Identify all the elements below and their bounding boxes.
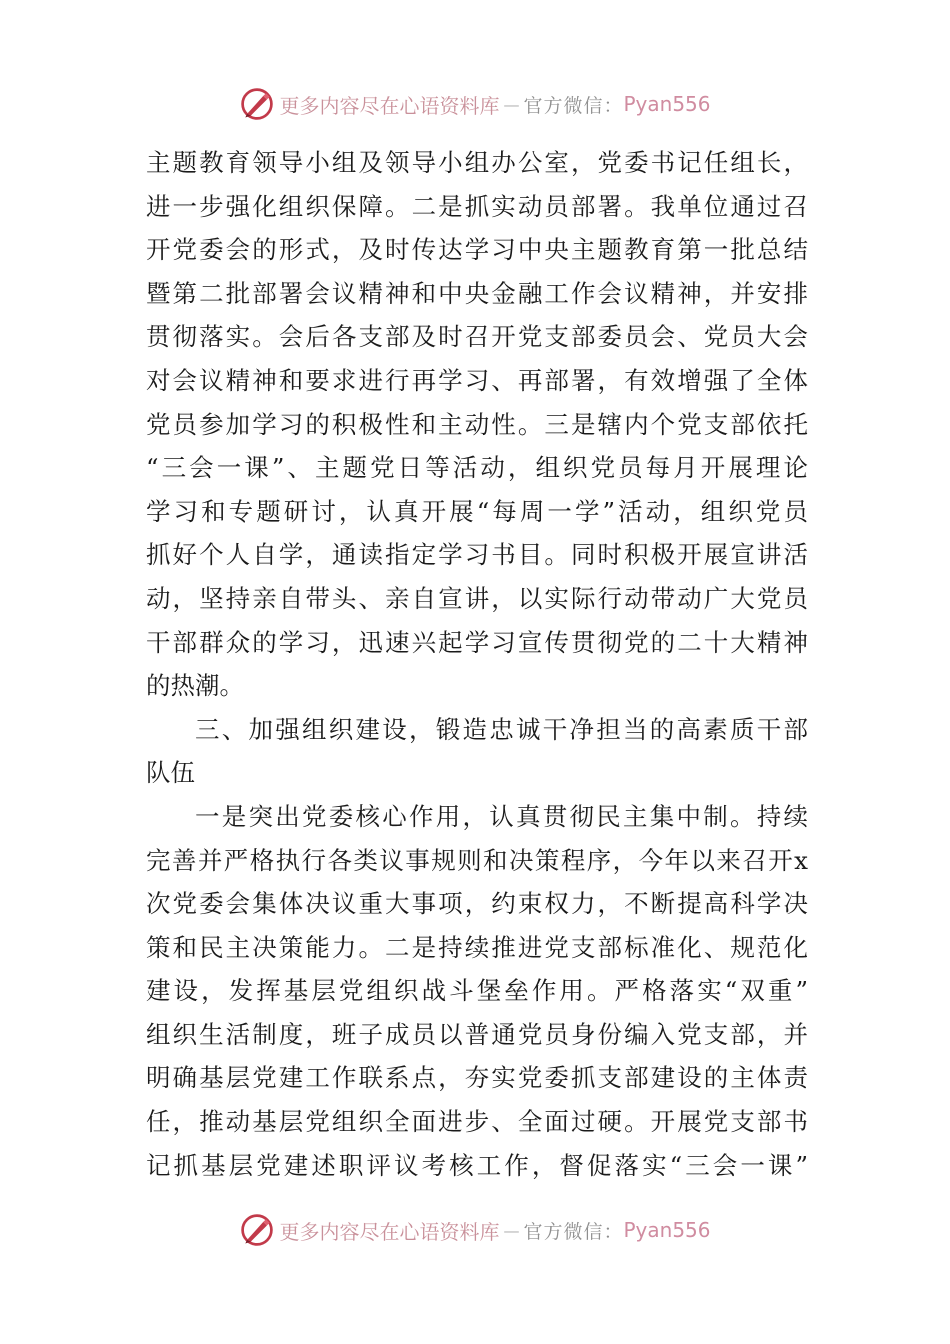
text-line: 党员参加学习的积极性和主动性。三是辖内个党支部依托	[146, 409, 808, 439]
section-heading: 三、加强组织建设，锻造忠诚干净担当的高素质干部	[195, 714, 808, 744]
text-line: 建设，发挥基层党组织战斗堡垒作用。严格落实“双重”	[146, 976, 808, 1006]
document-body	[146, 141, 808, 1187]
banner-wechat-id: Pyan556	[623, 92, 711, 116]
text-line: “三会一课”、主题党日等活动，组织党员每月开展理论	[146, 453, 808, 483]
text-line: 的热潮。	[146, 671, 244, 701]
text-line: 进一步强化组织保障。二是抓实动员部署。我单位通过召	[146, 191, 808, 221]
text-line: 完善并严格执行各类议事规则和决策程序，今年以来召开x	[146, 845, 808, 875]
text-line: 动，坚持亲自带头、亲自宣讲，以实际行动带动广大党员	[146, 583, 808, 613]
banner-separator: —	[503, 94, 520, 114]
pen-logo-icon	[239, 1212, 275, 1248]
banner-wechat-label: 官方微信：	[523, 1220, 624, 1243]
section-heading-continued: 队伍	[146, 758, 195, 788]
text-line: 开党委会的形式，及时传达学习中央主题教育第一批总结	[146, 235, 808, 265]
text-line: 学习和专题研讨，认真开展“每周一学”活动，组织党员	[146, 496, 808, 526]
text-line: 干部群众的学习，迅速兴起学习宣传贯彻党的二十大精神	[146, 627, 808, 657]
banner-separator: —	[503, 1220, 520, 1240]
text-line: 对会议精神和要求进行再学习、再部署，有效增强了全体	[146, 365, 808, 395]
text-line: 贯彻落实。会后各支部及时召开党支部委员会、党员大会	[146, 322, 808, 352]
header-banner	[0, 84, 950, 124]
text-line: 记抓基层党建述职评议考核工作，督促落实“三会一课”	[146, 1150, 808, 1180]
banner-wechat-id: Pyan556	[623, 1218, 711, 1242]
text-line: 一是突出党委核心作用，认真贯彻民主集中制。持续	[195, 801, 808, 831]
text-line: 明确基层党建工作联系点，夯实党委抓支部建设的主体责	[146, 1063, 808, 1093]
text-line: 次党委会集体决议重大事项，约束权力，不断提高科学决	[146, 889, 808, 919]
banner-title: 更多内容尽在心语资料库	[279, 1219, 500, 1244]
footer-banner	[0, 1210, 950, 1250]
pen-logo-icon	[239, 86, 275, 122]
banner-title: 更多内容尽在心语资料库	[279, 93, 500, 118]
text-line: 抓好个人自学，通读指定学习书目。同时积极开展宣讲活	[146, 540, 808, 570]
text-line: 暨第二批部署会议精神和中央金融工作会议精神，并安排	[146, 278, 808, 308]
banner-wechat-label: 官方微信：	[523, 94, 624, 117]
text-line: 组织生活制度，班子成员以普通党员身份编入党支部，并	[146, 1019, 808, 1049]
text-line: 策和民主决策能力。二是持续推进党支部标准化、规范化	[146, 932, 808, 962]
text-line: 主题教育领导小组及领导小组办公室，党委书记任组长，	[146, 148, 808, 177]
text-line: 任，推动基层党组织全面进步、全面过硬。开展党支部书	[146, 1107, 808, 1137]
